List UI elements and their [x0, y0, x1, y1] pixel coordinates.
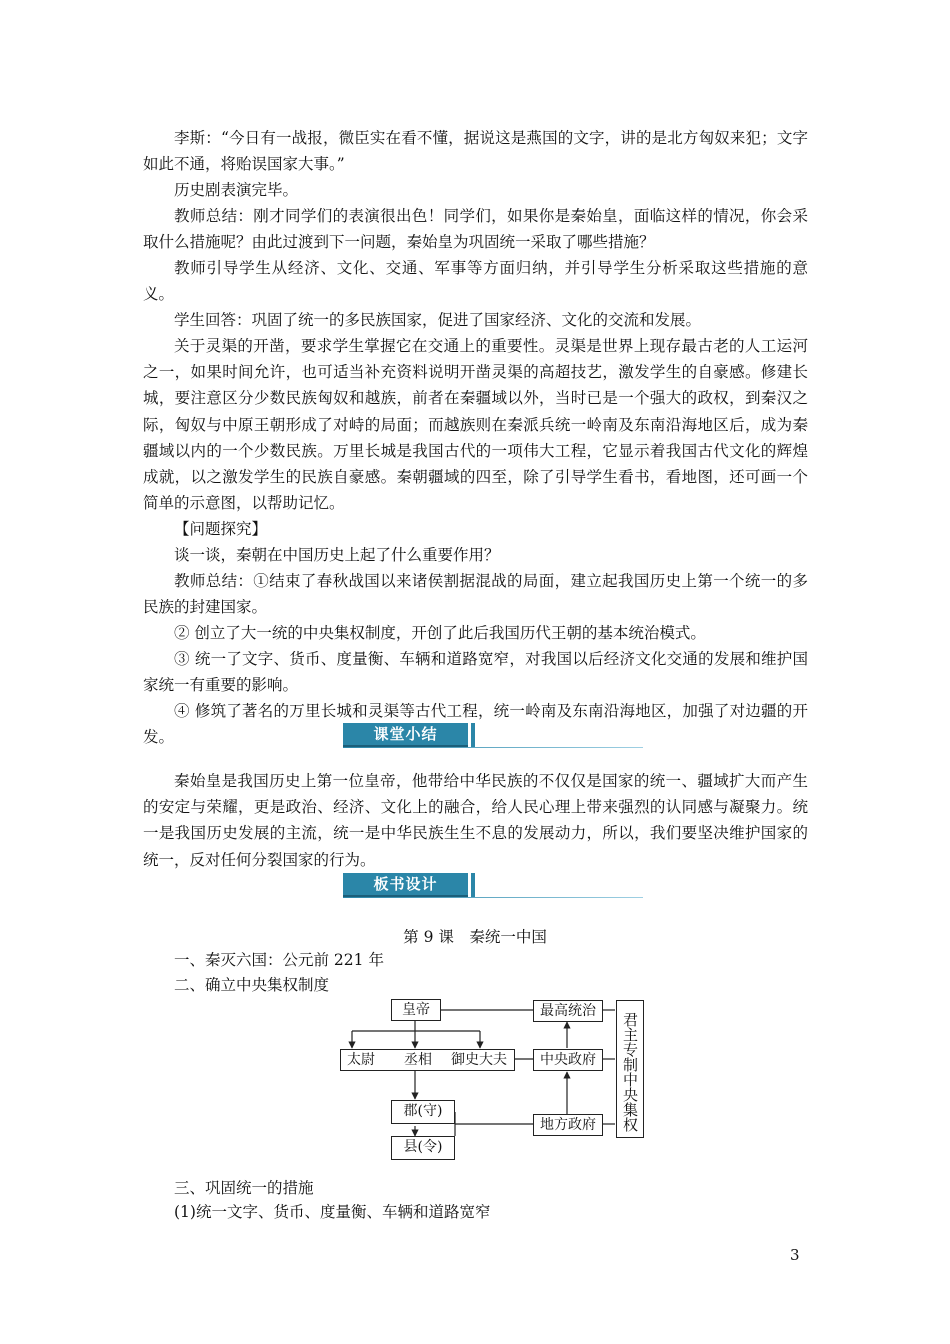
- paragraph-lingqu: 关于灵渠的开凿，要求学生掌握它在交通上的重要性。灵渠是世界上现存最古老的人工运河之一，如果时间允许，也可适当补充资料说明开凿灵渠的高超技艺，激发学生的自豪感。修建长城，要注意区分少数民族匈奴和越族，前者在秦疆域以外，当时已是一个强大的政权，到秦汉之际，匈奴与中原王朝形成了对峙的局面；而越族则在秦派兵统一岭南及东南沿海地区后，成为秦疆域以内的一个少数民族。万里长城是我国古代的一项伟大工程，它显示着我国古代文化的辉煌成就，以之激发学生的民族自豪感。秦朝疆域的四至，除了引导学生看书，看地图，还可画一个简单的示意图，以帮助记忆。: [143, 337, 808, 513]
- paragraph-point-4: ④ 修筑了著名的万里长城和灵渠等古代工程，统一岭南及东南沿海地区，加强了对边疆的开发。: [143, 702, 808, 747]
- node-xian: 县(令): [391, 1136, 455, 1160]
- paragraph-play-end: 历史剧表演完毕。: [174, 181, 299, 199]
- paragraph-question: 谈一谈，秦朝在中国历史上起了什么重要作用？: [174, 546, 500, 564]
- banner-board-design-label: 板书设计: [343, 873, 468, 897]
- diagram-connectors: [335, 996, 655, 1166]
- board-line-1: 一、秦灭六国：公元前 221 年: [174, 951, 384, 969]
- node-emperor: 皇帝: [391, 999, 441, 1021]
- banner-bar: [471, 873, 475, 897]
- paragraph-summary: 秦始皇是我国历史上第一位皇帝，他带给中华民族的不仅仅是国家的统一、疆域扩大而产生的安定与荣耀，更是政治、经济、文化上的融合，给人民心理上带来强烈的认同感与凝聚力。统一是我国历史发展的主流，统一是中华民族生生不息的发展动力，所以，我们要坚决维护国家的统一，反对任何分裂国家的行为。: [143, 772, 808, 869]
- node-autocratic-centralization: 君主专制中央集权: [616, 1000, 644, 1138]
- paragraph-teacher-summary: 教师总结：刚才同学们的表演很出色！同学们，如果你是秦始皇，面临这样的情况，你会采取什么措施呢？由此过渡到下一问题，秦始皇为巩固统一采取了哪些措施？: [143, 207, 808, 252]
- central-power-diagram: [335, 996, 655, 1166]
- board-title: 第 9 课 秦统一中国: [403, 928, 547, 946]
- board-line-4: (1)统一文字、货币、度量衡、车辆和道路宽窄: [174, 1203, 491, 1221]
- page-number: 3: [790, 1246, 800, 1264]
- node-yushi: 御史大夫: [451, 1052, 507, 1068]
- paragraph-point-2: ② 创立了大一统的中央集权制度，开创了此后我国历代王朝的基本统治模式。: [174, 624, 706, 642]
- node-supreme-rule: 最高统治: [533, 1000, 603, 1022]
- board-line-2: 二、确立中央集权制度: [174, 976, 330, 994]
- paragraph-point-3: ③ 统一了文字、货币、度量衡、车辆和道路宽窄，对我国以后经济文化交通的发展和维护国家统一有重要的影响。: [143, 650, 808, 695]
- node-chengxiang: 丞相: [404, 1052, 432, 1068]
- paragraph-teacher-guide: 教师引导学生从经济、文化、交通、军事等方面归纳，并引导学生分析采取这些措施的意义。: [143, 259, 808, 304]
- banner-rule: [343, 747, 643, 748]
- banner-bar: [471, 723, 475, 747]
- node-taiwei: 太尉: [347, 1052, 375, 1068]
- banner-class-summary-label: 课堂小结: [343, 723, 468, 747]
- paragraph-point-1: 教师总结：①结束了春秋战国以来诸侯割据混战的局面，建立起我国历史上第一个统一的多民族的封建国家。: [143, 572, 808, 617]
- paragraph-student-answer: 学生回答：巩固了统一的多民族国家，促进了国家经济、文化的交流和发展。: [174, 311, 702, 329]
- board-line-3: 三、巩固统一的措施: [174, 1179, 314, 1197]
- banner-rule: [343, 897, 643, 898]
- section-heading-inquiry: 【问题探究】: [174, 520, 268, 538]
- node-local-government: 地方政府: [533, 1114, 603, 1136]
- banner-board-design: [343, 873, 643, 899]
- node-jun: 郡(守): [391, 1100, 455, 1124]
- paragraph-lisi: 李斯：“今日有一战报，微臣实在看不懂，据说这是燕国的文字，讲的是北方匈奴来犯；文字如此不通，将贻误国家大事。”: [143, 129, 808, 174]
- node-central-government: 中央政府: [533, 1049, 603, 1071]
- node-three-officials: [340, 1049, 515, 1071]
- banner-class-summary: [343, 723, 643, 749]
